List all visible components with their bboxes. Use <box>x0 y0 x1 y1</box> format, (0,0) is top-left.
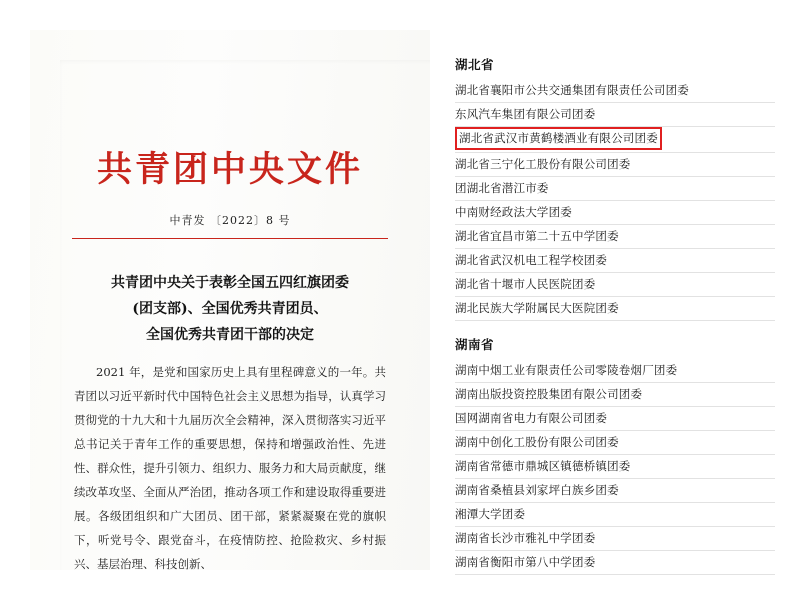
document-heading-line-2: (团支部)、全国优秀共青团员、 <box>132 301 328 317</box>
document-body-paragraph <box>74 360 386 570</box>
list-item[interactable]: 湖南省常德市鼎城区镇德桥镇团委 <box>455 455 775 479</box>
list-item[interactable]: 湖北民族大学附属民大医院团委 <box>455 297 775 321</box>
list-item[interactable]: 湖南省长沙市雅礼中学团委 <box>455 527 775 551</box>
list-item-highlight-wrapper <box>455 127 775 153</box>
section-heading-hunan: 湖南省 <box>455 337 495 352</box>
list-item[interactable]: 湖南省衡阳市第八中学团委 <box>455 551 775 575</box>
list-item-highlighted[interactable]: 湖北省武汉市黄鹤楼酒业有限公司团委 <box>455 127 662 150</box>
list-item[interactable]: 湖南中烟工业有限责任公司零陵卷烟厂团委 <box>455 359 775 383</box>
list-item[interactable]: 东风汽车集团有限公司团委 <box>455 103 775 127</box>
document-heading-line-3: 全国优秀共青团干部的决定 <box>146 327 314 343</box>
award-list-panel <box>455 55 775 575</box>
document-divider-rule <box>72 238 388 239</box>
list-item[interactable]: 湖南中创化工股份有限公司团委 <box>455 431 775 455</box>
list-item[interactable]: 湖南省桑植县刘家坪白族乡团委 <box>455 479 775 503</box>
document-masthead: 共青团中央文件 <box>96 149 363 190</box>
document-heading-line-1: 共青团中央关于表彰全国五四红旗团委 <box>111 275 349 291</box>
document-heading <box>70 270 390 348</box>
document-photo <box>30 30 430 570</box>
list-item[interactable]: 团湖北省潜江市委 <box>455 177 775 201</box>
list-item[interactable]: 湖北省宜昌市第二十五中学团委 <box>455 225 775 249</box>
document-page <box>30 30 430 570</box>
list-item[interactable]: 湖北省三宁化工股份有限公司团委 <box>455 153 775 177</box>
list-item[interactable]: 湖北省十堰市人民医院团委 <box>455 273 775 297</box>
list-item[interactable]: 湘潭大学团委 <box>455 503 775 527</box>
list-item[interactable]: 湖北省襄阳市公共交通集团有限责任公司团委 <box>455 79 775 103</box>
list-item[interactable]: 湖北省武汉机电工程学校团委 <box>455 249 775 273</box>
section-heading-hubei: 湖北省 <box>455 57 495 72</box>
list-item[interactable]: 中南财经政法大学团委 <box>455 201 775 225</box>
document-body-text: 2021 年，是党和国家历史上具有里程碑意义的一年。共青团以习近平新时代中国特色社会主义思想为指导，认真学习贯彻党的十九大和十九届历次全会精神，深入贯彻落实习近平总书记关于青年工作的重要思想，保持和增强政治性、先进性、群众性，提升引领力、组织力、服务力和大局贡献度，继续改革攻坚、全面从严治团，推动各项工作和建设取得重要进展。各级团组织和广大团员、团干部，紧紧凝聚在党的旗帜下，听党号令、跟党奋斗，在疫情防控、抢险救灾、乡村振兴、基层治理、科技创新、 <box>74 365 386 570</box>
document-number: 中青发 〔2022〕8 号 <box>169 214 291 227</box>
list-item[interactable]: 国网湖南省电力有限公司团委 <box>455 407 775 431</box>
list-item[interactable]: 湖南出版投资控股集团有限公司团委 <box>455 383 775 407</box>
